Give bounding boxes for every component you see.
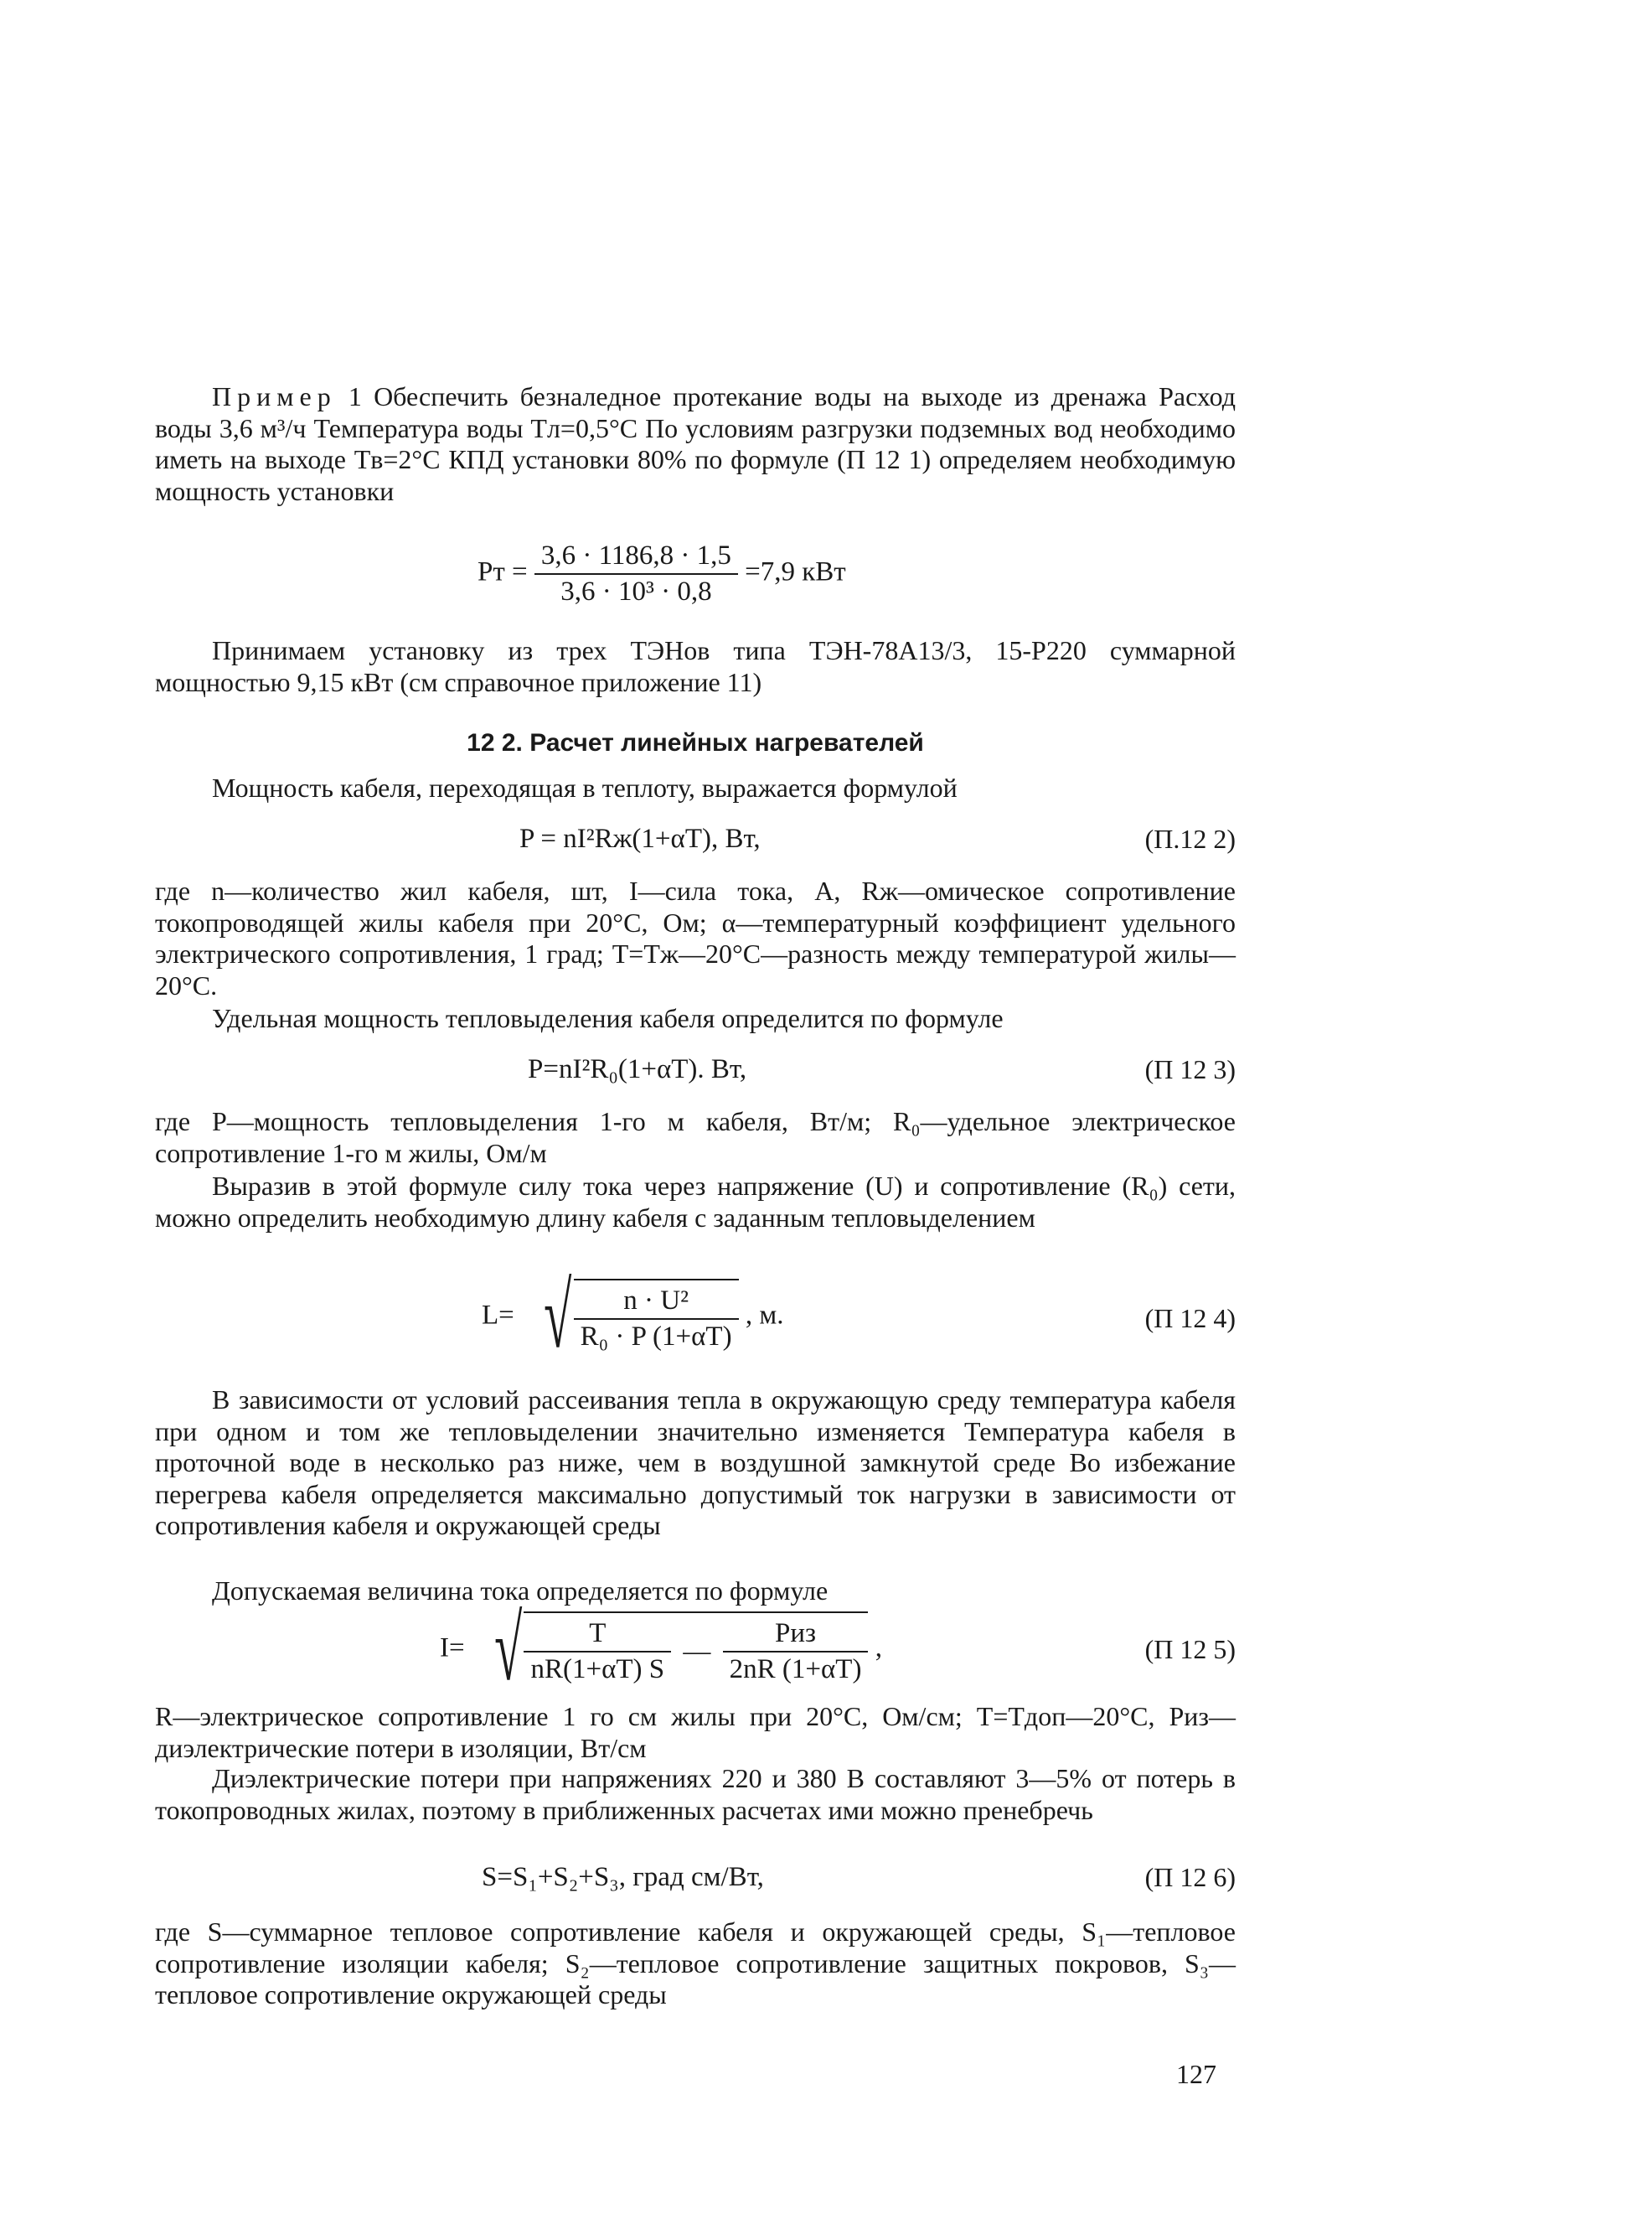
square-root-icon: √ <box>544 1265 572 1367</box>
eq5-minus: — <box>683 1636 711 1667</box>
eq4-numerator: n · U² <box>574 1285 739 1320</box>
where-paragraph-12-5: R—электрическое сопротивление 1 го см жилы при 20°C, Ом/см; T=Tдоп—20°C, Pиз—диэлектрические потери в изоляции, Вт/см <box>155 1701 1236 1763</box>
eq5-tail: , <box>875 1632 882 1663</box>
where-paragraph-12-3: где P—мощность тепловыделения 1-го м кабеля, Вт/м; R₀—удельное электрическое сопротивление 1-го м жилы, Ом/м <box>155 1106 1236 1168</box>
eq5-denominator-1: nR(1+αT) S <box>530 1654 665 1684</box>
eq4-denominator: R₀ · P (1+αT) <box>580 1321 732 1352</box>
formula1-denominator: 3,6 · 10³ · 0,8 <box>560 577 712 607</box>
where-paragraph-12-2: где n—количество жил кабеля, шт, I—сила тока, А, Rж—омическое сопротивление токопроводящей жилы кабеля при 20°C, Ом; α—температурный коэффициент удельного электрического сопротивления, 1 град; T=Tж—20°C—разность между температурой жилы—20°C. <box>155 876 1236 1001</box>
eq5-denominator-2: 2nR (1+αT) <box>729 1654 862 1684</box>
eq5-numerator-2: Pиз <box>723 1618 869 1652</box>
eq4-unit: , м. <box>745 1300 784 1331</box>
example-paragraph <box>155 381 1236 507</box>
specific-power-paragraph: Удельная мощность тепловыделения кабеля определится по формуле <box>212 1003 1004 1033</box>
equation-12-2: P = nI²Rж(1+αT), Вт, <box>519 824 761 854</box>
example-text: 1 Обеспечить безналедное протекание воды на выходе из дренажа Расход воды 3,6 м³/ч Температура воды Tл=0,5°C По условиям разгрузки подземных вод необходимо иметь на выходе Tв=2°C КПД установки 80% по формуле (П 12 1) определяем необходимую мощность установки <box>155 381 1236 506</box>
equation-12-6: S=S₁+S₂+S₃, град см/Вт, <box>482 1862 764 1892</box>
equation-12-5 <box>440 1597 882 1699</box>
accept-paragraph: Принимаем установку из трех ТЭНов типа ТЭН-78А13/3, 15-Р220 суммарной мощностью 9,15 кВт (см справочное приложение 11) <box>155 635 1236 697</box>
example-lead: Пример <box>212 381 337 411</box>
power-paragraph: Мощность кабеля, переходящая в теплоту, выражается формулой <box>212 773 958 803</box>
equation-12-2-number: (П.12 2) <box>1144 824 1236 854</box>
equation-12-3: P=nI²R₀(1+αT). Вт, <box>528 1054 747 1084</box>
equation-12-3-number: (П 12 3) <box>1144 1054 1236 1084</box>
formula1-fraction <box>534 540 738 608</box>
dielectric-paragraph: Диэлектрические потери при напряжениях 220 и 380 В составляют 3—5% от потерь в токопроводных жилах, поэтому в приближенных расчетах ими можно пренебречь <box>155 1763 1236 1825</box>
eq5-radical <box>472 1597 869 1699</box>
eq5-numerator-1: T <box>524 1618 671 1652</box>
eq4-fraction <box>574 1285 739 1353</box>
formula1-numerator: 3,6 · 1186,8 · 1,5 <box>534 540 738 575</box>
equation-12-4-number: (П 12 4) <box>1144 1303 1236 1333</box>
where-paragraph-12-6: где S—суммарное тепловое сопротивление кабеля и окружающей среды, S₁—тепловое сопротивление изоляции кабеля; S₂—тепловое сопротивление защитных покровов, S₃—тепловое сопротивление окружающей среды <box>155 1916 1236 2009</box>
section-title: 12 2. Расчет линейных нагревателей <box>467 729 924 757</box>
formula1-lhs: Pт = <box>478 556 528 587</box>
express-paragraph: Выразив в этой формуле силу тока через напряжение (U) и сопротивление (R₀) сети, можно определить необходимую длину кабеля с заданным тепловыделением <box>155 1171 1236 1233</box>
formula-power-setting <box>478 540 846 608</box>
eq5-fraction-1 <box>524 1618 671 1685</box>
eq5-lhs: I= <box>440 1632 465 1663</box>
equation-12-6-number: (П 12 6) <box>1144 1862 1236 1892</box>
allowed-current-paragraph: Допускаемая величина тока определяется по формуле <box>212 1575 829 1606</box>
formula1-result: =7,9 кВт <box>745 556 846 587</box>
eq5-fraction-2 <box>723 1618 869 1685</box>
eq4-lhs: L= <box>482 1300 514 1331</box>
equation-12-5-number: (П 12 5) <box>1144 1634 1236 1664</box>
page-number: 127 <box>1176 2059 1216 2089</box>
square-root-icon: √ <box>494 1597 523 1699</box>
eq4-radical <box>521 1265 739 1367</box>
equation-12-4 <box>482 1265 784 1367</box>
dependence-paragraph: В зависимости от условий рассеивания тепла в окружающую среду температура кабеля при одном и том же тепловыделении значительно изменяется Температура кабеля в проточной воде в несколько раз ниже, чем в воздушной замкнутой среде Во избежание перегрева кабеля определяется максимально допустимый ток нагрузки в зависимости от сопротивления кабеля и окружающей среды <box>155 1384 1236 1540</box>
